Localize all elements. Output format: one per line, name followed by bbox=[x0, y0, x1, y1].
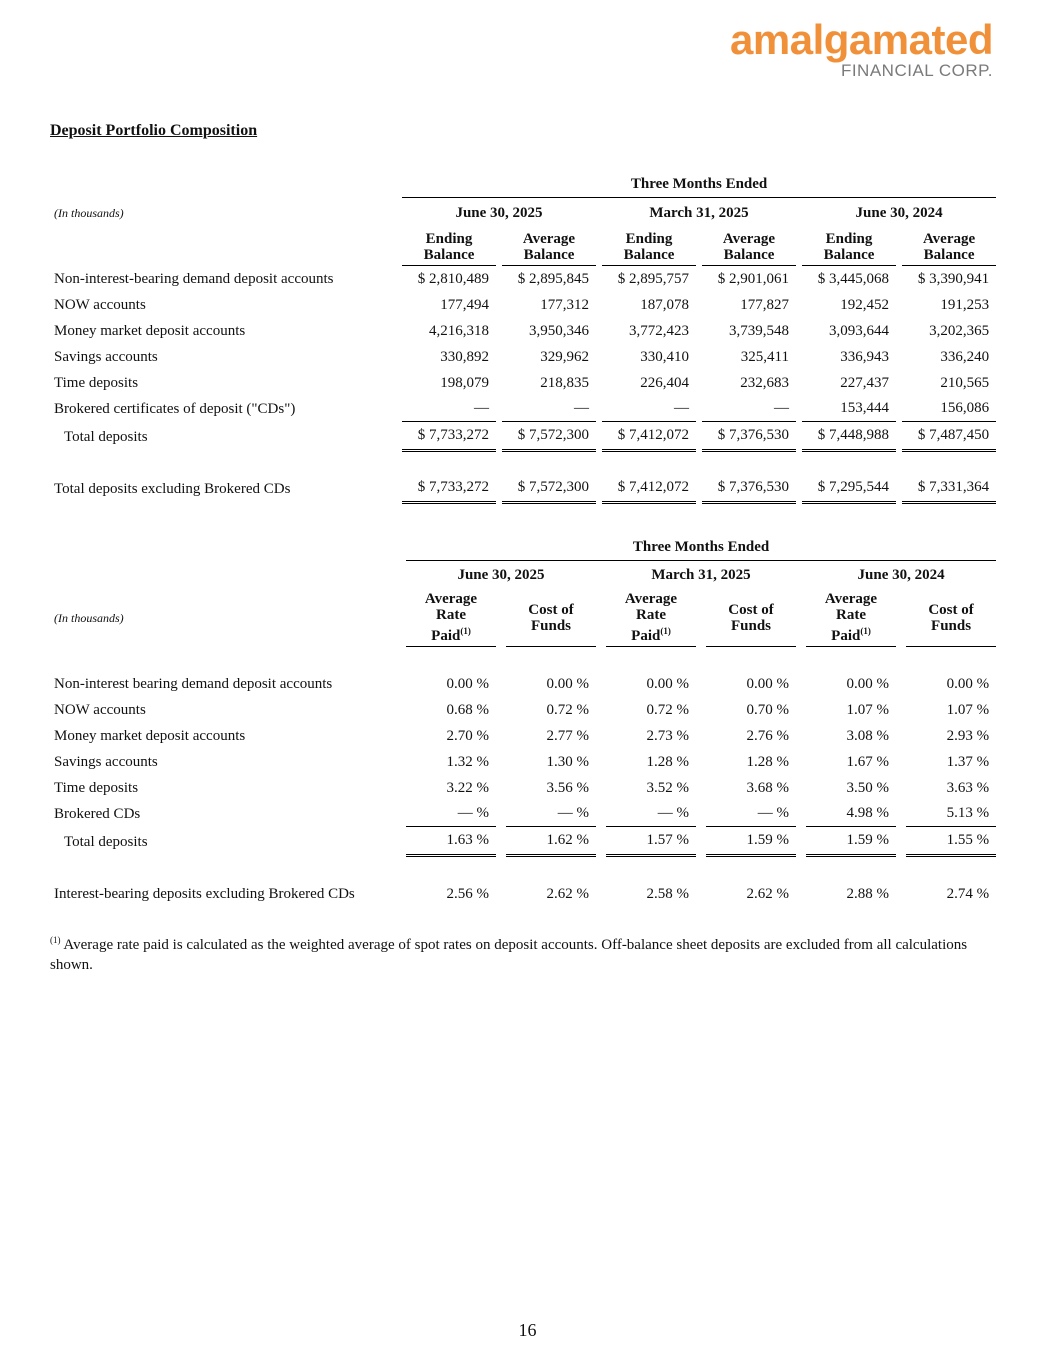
total-value: $ 7,733,272 bbox=[402, 422, 496, 452]
cell-value: — bbox=[502, 396, 596, 422]
cell-value: 336,240 bbox=[940, 348, 990, 365]
excl-value: 2.56 % bbox=[446, 885, 489, 902]
table1-column-header bbox=[902, 228, 996, 266]
column-header-line: Balance bbox=[823, 246, 875, 263]
excl-value: $ 7,572,300 bbox=[502, 474, 596, 504]
cell-value: $ 2,810,489 bbox=[417, 270, 489, 287]
cell-value: 0.00 % bbox=[846, 675, 889, 692]
column-header-line: Average bbox=[424, 591, 478, 607]
cell-value: 0.00 % bbox=[946, 675, 990, 692]
column-header-line: Cost of bbox=[928, 601, 974, 618]
footnote-marker: (1) bbox=[660, 626, 671, 636]
table-row bbox=[50, 697, 996, 723]
table1-column-header bbox=[702, 228, 796, 266]
footnote-text: Average rate paid is calculated as the weighted average of spot rates on deposit accounts. Off-balance sheet deposits are excluded from all calculations shown. bbox=[50, 937, 968, 973]
table2-column-header bbox=[906, 589, 996, 647]
excl-value: $ 7,412,072 bbox=[602, 474, 696, 504]
row-label: Money market deposit accounts bbox=[54, 322, 246, 339]
cell-value: 156,086 bbox=[902, 396, 996, 422]
table-row bbox=[50, 344, 996, 370]
row-label: Non-interest-bearing demand deposit accounts bbox=[54, 270, 334, 287]
logo-wordmark: amalgamated bbox=[730, 16, 993, 63]
row-label: Brokered certificates of deposit ("CDs") bbox=[54, 400, 296, 417]
table2-group-header: Three Months Ended bbox=[406, 535, 996, 561]
column-header-line: Average bbox=[922, 230, 976, 247]
column-header-line: Ending bbox=[825, 230, 873, 247]
table-row bbox=[50, 723, 996, 749]
cell-value: $ 2,895,845 bbox=[517, 270, 589, 287]
total-value: $ 7,448,988 bbox=[802, 422, 896, 452]
row-label: NOW accounts bbox=[54, 296, 146, 313]
table1-period-header: June 30, 2024 bbox=[855, 204, 943, 221]
cell-value: 177,494 bbox=[440, 296, 489, 313]
row-label: Non-interest bearing demand deposit accounts bbox=[54, 675, 333, 692]
cell-value: 1.67 % bbox=[846, 753, 889, 770]
cell-value: 227,437 bbox=[840, 374, 889, 391]
cell-value: — bbox=[402, 396, 496, 422]
cell-value: 2.76 % bbox=[746, 727, 789, 744]
cell-value: 1.28 % bbox=[746, 753, 789, 770]
total-value: 1.62 % bbox=[506, 827, 596, 857]
total-row bbox=[50, 827, 996, 857]
cell-value: 177,312 bbox=[540, 296, 589, 313]
cell-value: 1.37 % bbox=[946, 753, 990, 770]
deposit-rates-table bbox=[50, 535, 996, 909]
excl-value: $ 7,733,272 bbox=[402, 474, 496, 504]
footnote-marker: (1) bbox=[860, 626, 871, 636]
cell-value: 3,202,365 bbox=[929, 322, 990, 339]
excl-row bbox=[50, 474, 996, 504]
cell-value: 3,772,423 bbox=[629, 322, 689, 339]
cell-value: 1.32 % bbox=[446, 753, 489, 770]
table-row bbox=[50, 370, 996, 396]
table2-column-header bbox=[506, 589, 596, 647]
table-row bbox=[50, 671, 996, 697]
excl-value: 2.58 % bbox=[646, 885, 689, 902]
cell-value: — % bbox=[606, 801, 696, 827]
cell-value: — % bbox=[506, 801, 596, 827]
column-header-line: Rate bbox=[636, 607, 666, 623]
cell-value: 210,565 bbox=[940, 374, 990, 391]
cell-value: 187,078 bbox=[640, 296, 689, 313]
column-header-line: Ending bbox=[625, 230, 673, 247]
excl-value: $ 7,295,544 bbox=[802, 474, 896, 504]
cell-value: 0.70 % bbox=[746, 701, 789, 718]
cell-value: 3.08 % bbox=[846, 727, 889, 744]
excl-value: 2.74 % bbox=[946, 885, 990, 902]
cell-value: $ 3,390,941 bbox=[917, 270, 990, 287]
column-header-line: Balance bbox=[923, 246, 975, 263]
cell-value: 1.07 % bbox=[846, 701, 889, 718]
cell-value: 177,827 bbox=[740, 296, 789, 313]
cell-value: 0.72 % bbox=[646, 701, 689, 718]
cell-value: 3.50 % bbox=[846, 779, 889, 796]
cell-value: 198,079 bbox=[440, 374, 489, 391]
cell-value: 329,962 bbox=[540, 348, 589, 365]
cell-value: 5.13 % bbox=[906, 801, 996, 827]
column-header-line: Average bbox=[522, 230, 576, 247]
cell-value: 2.73 % bbox=[646, 727, 689, 744]
row-label: Savings accounts bbox=[54, 753, 158, 770]
cell-value: — bbox=[702, 396, 796, 422]
cell-value: 1.07 % bbox=[946, 701, 990, 718]
table-row bbox=[50, 775, 996, 801]
total-value: $ 7,376,530 bbox=[702, 422, 796, 452]
table1-column-header bbox=[802, 228, 896, 266]
table-row bbox=[50, 396, 996, 422]
cell-value: $ 2,895,757 bbox=[617, 270, 689, 287]
cell-value: 3.52 % bbox=[646, 779, 689, 796]
cell-value: 330,410 bbox=[640, 348, 689, 365]
column-header-line: Ending bbox=[425, 230, 473, 247]
table-row bbox=[50, 292, 996, 318]
cell-value: 0.68 % bbox=[446, 701, 489, 718]
cell-value: 0.00 % bbox=[746, 675, 789, 692]
excl-label: Interest-bearing deposits excluding Brokered CDs bbox=[54, 885, 355, 902]
section-title: Deposit Portfolio Composition bbox=[50, 122, 258, 139]
total-value: $ 7,412,072 bbox=[602, 422, 696, 452]
cell-value: 3.56 % bbox=[546, 779, 589, 796]
table-row bbox=[50, 749, 996, 775]
table2-column-header bbox=[606, 589, 696, 647]
cell-value: 330,892 bbox=[440, 348, 489, 365]
row-label: Time deposits bbox=[54, 374, 139, 391]
cell-value: 218,835 bbox=[540, 374, 589, 391]
footnote bbox=[50, 930, 980, 975]
table-row bbox=[50, 318, 996, 344]
footnote-marker: (1) bbox=[50, 935, 61, 945]
column-header-line: Rate bbox=[836, 607, 866, 623]
cell-value: 0.00 % bbox=[646, 675, 689, 692]
column-header-line: Rate bbox=[436, 607, 466, 623]
column-header-line: Balance bbox=[523, 246, 575, 263]
total-value: 1.59 % bbox=[706, 827, 796, 857]
logo-subtitle: FINANCIAL CORP. bbox=[840, 61, 993, 80]
row-label: NOW accounts bbox=[54, 701, 146, 718]
total-value: 1.57 % bbox=[606, 827, 696, 857]
row-label: Brokered CDs bbox=[54, 805, 141, 822]
cell-value: 0.00 % bbox=[546, 675, 589, 692]
column-header-line: Cost of bbox=[728, 601, 774, 618]
cell-value: 1.30 % bbox=[546, 753, 589, 770]
cell-value: 1.28 % bbox=[646, 753, 689, 770]
cell-value: — bbox=[602, 396, 696, 422]
table1-column-header bbox=[402, 228, 496, 266]
deposit-balances-table bbox=[50, 172, 996, 504]
cell-value: 3.22 % bbox=[446, 779, 489, 796]
table2-unit-label: (In thousands) bbox=[54, 610, 124, 625]
column-header-line: Balance bbox=[623, 246, 675, 263]
cell-value: 2.70 % bbox=[446, 727, 489, 744]
cell-value: 3.63 % bbox=[946, 779, 990, 796]
cell-value: 2.77 % bbox=[546, 727, 589, 744]
total-value: 1.59 % bbox=[806, 827, 896, 857]
total-row bbox=[50, 422, 996, 452]
cell-value: 153,444 bbox=[802, 396, 896, 422]
excl-row bbox=[50, 879, 996, 909]
cell-value: 4,216,318 bbox=[429, 322, 489, 339]
row-label: Time deposits bbox=[54, 779, 139, 796]
column-header-line: Funds bbox=[530, 617, 572, 634]
column-header-line: Paid bbox=[431, 628, 461, 644]
cell-value: $ 2,901,061 bbox=[717, 270, 789, 287]
cell-value: — % bbox=[406, 801, 496, 827]
cell-value: 226,404 bbox=[640, 374, 689, 391]
column-header-line: Balance bbox=[423, 246, 475, 263]
cell-value: 3,739,548 bbox=[729, 322, 789, 339]
column-header-line: Paid bbox=[631, 628, 661, 644]
cell-value: $ 3,445,068 bbox=[817, 270, 889, 287]
table1-unit-label: (In thousands) bbox=[54, 205, 124, 220]
table1-column-header bbox=[602, 228, 696, 266]
table2-period-header: March 31, 2025 bbox=[651, 566, 751, 583]
column-header-line: Paid bbox=[831, 628, 861, 644]
cell-value: 336,943 bbox=[840, 348, 889, 365]
column-header-line: Average bbox=[722, 230, 776, 247]
total-value: 1.55 % bbox=[906, 827, 996, 857]
column-header-line: Funds bbox=[931, 617, 972, 634]
excl-value: 2.62 % bbox=[746, 885, 789, 902]
excl-label: Total deposits excluding Brokered CDs bbox=[54, 480, 291, 497]
cell-value: 4.98 % bbox=[806, 801, 896, 827]
excl-value: 2.62 % bbox=[546, 885, 589, 902]
excl-value: $ 7,331,364 bbox=[902, 474, 996, 504]
column-header-line: Funds bbox=[730, 617, 772, 634]
cell-value: 0.00 % bbox=[446, 675, 489, 692]
table2-period-header: June 30, 2025 bbox=[457, 566, 545, 583]
total-value: 1.63 % bbox=[406, 827, 496, 857]
total-label: Total deposits bbox=[64, 428, 148, 445]
table-row bbox=[50, 801, 996, 827]
table2-column-header bbox=[706, 589, 796, 647]
cell-value: 3.68 % bbox=[746, 779, 789, 796]
excl-value: $ 7,376,530 bbox=[702, 474, 796, 504]
total-value: $ 7,487,450 bbox=[902, 422, 996, 452]
table2-column-header bbox=[406, 589, 496, 647]
column-header-line: Cost of bbox=[528, 601, 574, 618]
cell-value: 2.93 % bbox=[946, 727, 990, 744]
footnote-marker: (1) bbox=[460, 626, 471, 636]
table1-column-header bbox=[502, 228, 596, 266]
table1-period-header: March 31, 2025 bbox=[649, 204, 749, 221]
column-header-line: Average bbox=[824, 591, 878, 607]
row-label: Savings accounts bbox=[54, 348, 158, 365]
table2-column-header bbox=[806, 589, 896, 647]
cell-value: 192,452 bbox=[840, 296, 889, 313]
excl-value: 2.88 % bbox=[846, 885, 889, 902]
column-header-line: Average bbox=[624, 591, 678, 607]
total-value: $ 7,572,300 bbox=[502, 422, 596, 452]
table1-group-header: Three Months Ended bbox=[402, 172, 996, 198]
cell-value: 191,253 bbox=[940, 296, 990, 313]
table1-period-header: June 30, 2025 bbox=[455, 204, 543, 221]
column-header-line: Balance bbox=[723, 246, 775, 263]
cell-value: 3,093,644 bbox=[829, 322, 889, 339]
row-label: Money market deposit accounts bbox=[54, 727, 246, 744]
table-row bbox=[50, 266, 996, 292]
cell-value: 325,411 bbox=[740, 348, 789, 365]
table2-period-header: June 30, 2024 bbox=[857, 566, 945, 583]
company-logo bbox=[730, 16, 993, 80]
total-label: Total deposits bbox=[64, 833, 148, 850]
cell-value: — % bbox=[706, 801, 796, 827]
cell-value: 232,683 bbox=[740, 374, 789, 391]
cell-value: 0.72 % bbox=[546, 701, 589, 718]
page-number: 16 bbox=[518, 1320, 537, 1340]
cell-value: 3,950,346 bbox=[529, 322, 589, 339]
